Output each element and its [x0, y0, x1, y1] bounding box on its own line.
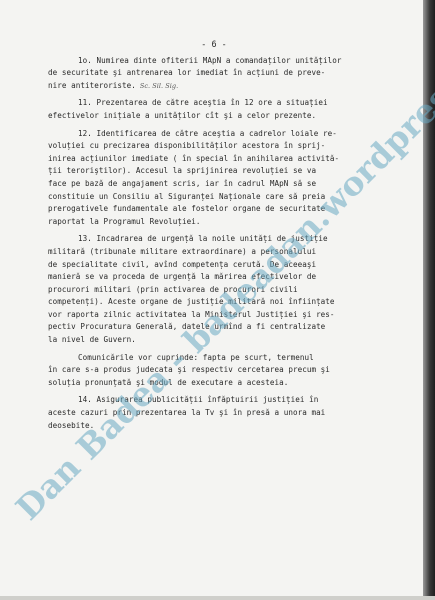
text-line: prerogativele fundamentale ale fostelor organe de securitate: [48, 204, 326, 214]
text-line: vor raporta zilnic activitatea la Ministerul Justiției şi res-: [48, 309, 335, 319]
text-line: competenți). Aceste organe de justiție militară noi înființate: [48, 297, 335, 307]
text-line: face pe bază de angajament scris, iar în cadrul MApN să se: [48, 178, 317, 188]
paragraph-11: [48, 97, 420, 122]
text-line: procurori militari (prin activarea de procurori civili: [48, 284, 298, 294]
text-line: deosebite.: [48, 420, 95, 430]
text-line: de specialitate civil, avînd competența cerută. De aceeaşi: [48, 259, 317, 269]
paragraph-14: [48, 394, 420, 432]
text-line: 12. Identificarea de către aceştia a cadrelor loiale re-: [78, 128, 337, 138]
text-line: 14. Asigurarea publicității înfăptuirii justiției în: [78, 395, 319, 405]
text-line: raportat la Programul Revoluției.: [48, 216, 201, 226]
text-line: manieră se va proceda de urgență la mărirea efectivelor de: [48, 272, 317, 282]
scan-border-bottom: [0, 596, 435, 600]
typewritten-text: [48, 38, 420, 437]
page-number: - 6 -: [201, 39, 227, 49]
scan-border-right: [423, 0, 435, 600]
paragraph-12: [48, 128, 420, 229]
text-line: 13. Incadrarea de urgență la noile unități de justiție: [78, 234, 328, 244]
paragraph-13: [48, 233, 420, 346]
text-line: în care s-a produs judecata şi respectiv cercetarea precum şi: [48, 365, 330, 375]
handwritten-note: Sc. Sil. Sig.: [139, 81, 179, 90]
text-line: ții teroriştilor). Accesul la sprijinirea revoluției se va: [48, 166, 317, 176]
text-line: de securitate şi antrenarea lor imediat în acțiuni de preve-: [48, 68, 326, 78]
text-line: soluția pronunțată şi modul de executare a acesteia.: [48, 377, 289, 387]
paragraph-comunicari: [48, 352, 420, 390]
text-line: la nivel de Guvern.: [48, 335, 136, 345]
text-line: 11. Prezentarea de către aceştia în 12 ore a situației: [78, 98, 328, 108]
text-line: [48, 80, 420, 93]
text-line: militară (tribunale militare extraordinare) a personalului: [48, 246, 317, 256]
text-line: efectivelor inițiale a unităților cît şi a celor prezente.: [48, 110, 317, 120]
paragraph-10: [48, 55, 420, 93]
text-line: inirea acțiunilor imediate ( în special în anihilarea activită-: [48, 153, 340, 163]
text-line: aceste cazuri prin prezentarea la Tv şi în presă a unora mai: [48, 408, 326, 418]
text-line: pectiv Procuratura Generală, datele urmînd a fi centralizate: [48, 322, 326, 332]
text-line: voluției cu precizarea disponibilităților acestora în sprij-: [48, 141, 326, 151]
text-line-content: nire antiteroriste.: [48, 80, 136, 90]
text-line: Comunicările vor cuprinde: fapta pe scurt, termenul: [78, 352, 314, 362]
text-line: constituie un Consiliu al Siguranței Naționale care să preia: [48, 191, 326, 201]
text-line: 1o. Numirea dinte ofiterii MApN a comandaților unităților: [78, 55, 342, 65]
